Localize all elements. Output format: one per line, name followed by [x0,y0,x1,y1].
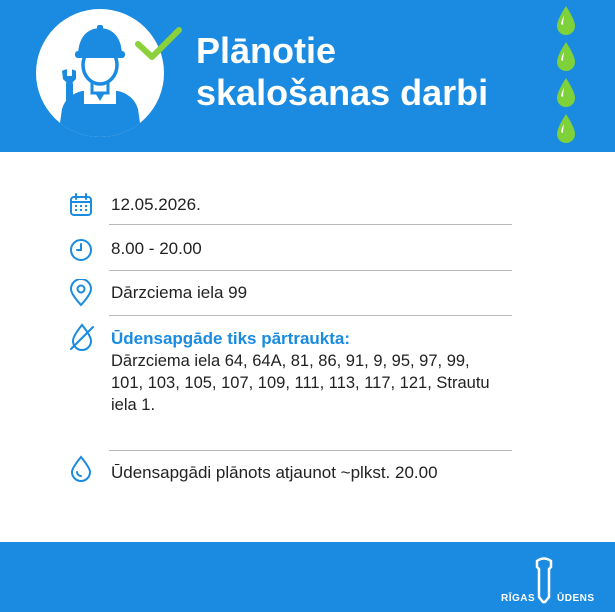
address-text: Dārzciema iela 99 [111,283,248,302]
time-text: 8.00 - 20.00 [111,239,202,258]
restore-text: Ūdensapgādi plānots atjaunot ~plkst. 20.00 [111,463,438,482]
drop-icon-3 [557,78,575,107]
divider [109,224,512,225]
calendar-icon [68,192,94,218]
drop-icon-1 [557,6,575,35]
title-line-1: Plānotie [196,30,337,71]
drop-icon-4 [557,114,575,143]
divider [109,450,512,451]
water-drops-decoration [553,4,579,144]
header-banner [0,0,615,152]
drop-icon-2 [557,42,575,71]
outage-label: Ūdensapgāde tiks pārtraukta: [111,329,351,348]
outage-addresses: Dārzciema iela 64, 64A, 81, 86, 91, 9, 95, 97, 99, 101, 103, 105, 107, 109, 111, 113, 117, 121, Strautu iela 1. [111,352,490,414]
checkmark-icon [134,24,184,64]
divider [109,270,512,271]
page-title [196,30,536,114]
clock-icon [68,237,94,263]
outage-block [111,328,496,416]
date-text: 12.05.2026. [111,195,201,214]
divider [109,315,512,316]
logo-text-right: ŪDENS [557,593,595,604]
water-drop-icon [68,454,94,482]
location-pin-icon [68,279,94,307]
no-water-drop-icon [68,322,96,352]
title-line-2: skalošanas darbi [196,72,489,113]
logo-text-left: RĪGAS [501,593,536,604]
